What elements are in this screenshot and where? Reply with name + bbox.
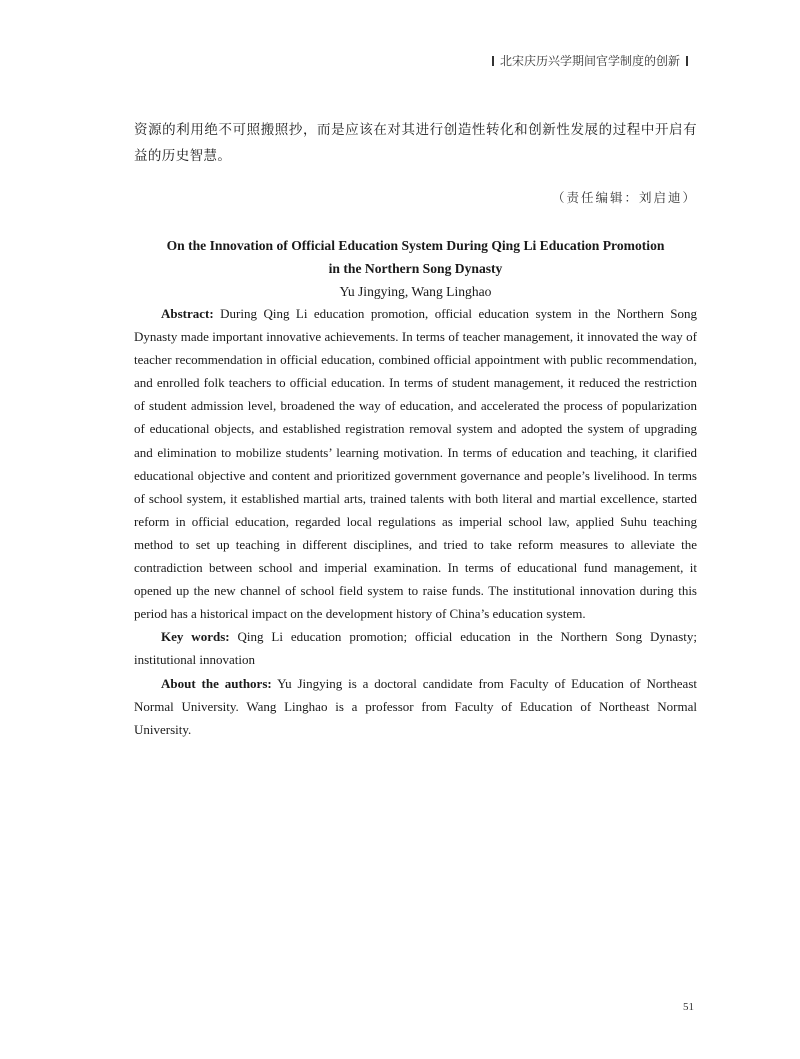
english-authors: Yu Jingying, Wang Linghao — [339, 284, 492, 299]
abstract-label: Abstract: — [161, 306, 214, 321]
running-title: 北宋庆历兴学期间官学制度的创新 — [499, 54, 680, 68]
abstract-paragraph — [134, 302, 697, 625]
about-authors-label: About the authors: — [161, 675, 272, 691]
abstract-text: During Qing Li education promotion, official education system in the Northern Song Dynasty made important innovative achievements. In terms of teacher management, it innovated the way of teacher recommendation in official education, combined official appointment with public recommendation, and enrolled folk teachers to official education. In terms of student management, it reduced the restriction of student admission level, broadened the way of education, and accelerated the process of popularization of educational objects, and established registration removal system and adopted the system of upgrading and elimination to mobilize students’ learning motivation. In terms of education and teaching, it clarified educational objective and content and prioritized government governance and people’s livelihood. In terms of school system, it established martial arts, trained talents with both literal and martial excellence, started reform in official education, regarded local regulations as imperial school law, applied Suhu teaching method to set up teaching in different disciplines, and tried to take reform measures to alleviate the contradiction between school and imperial examination. In terms of educational fund management, it opened up the new channel of school field system to raise funds. The institutional innovation during this period has a historical impact on the development history of China’s education system. — [134, 306, 697, 622]
page-number: 51 — [683, 1001, 694, 1013]
running-header — [486, 52, 694, 69]
header-bar-right — [686, 56, 688, 66]
keywords-text: Qing Li education promotion; official education in the Northern Song Dynasty; institutional innovation — [134, 629, 697, 668]
about-authors-text: Yu Jingying is a doctoral candidate from Faculty of Education of Northeast Normal University. Wang Linghao is a professor from Faculty of Education of Northeast Normal University. — [134, 675, 697, 737]
english-abstract-block — [134, 302, 697, 741]
english-title-line1: On the Innovation of Official Education System During Qing Li Education Promotion — [166, 238, 665, 253]
keywords-label: Key words: — [161, 629, 230, 645]
editor-note: （责任编辑：刘启迪） — [551, 190, 697, 205]
keywords-paragraph — [134, 625, 697, 671]
english-title-line2: in the Northern Song Dynasty — [328, 261, 503, 276]
english-title — [134, 234, 697, 280]
about-authors-paragraph — [134, 672, 697, 741]
chinese-paragraph: 资源的利用绝不可照搬照抄，而是应该在对其进行创造性转化和创新性发展的过程中开启有益的历史智慧。 — [134, 122, 697, 164]
header-bar-left — [492, 56, 494, 66]
